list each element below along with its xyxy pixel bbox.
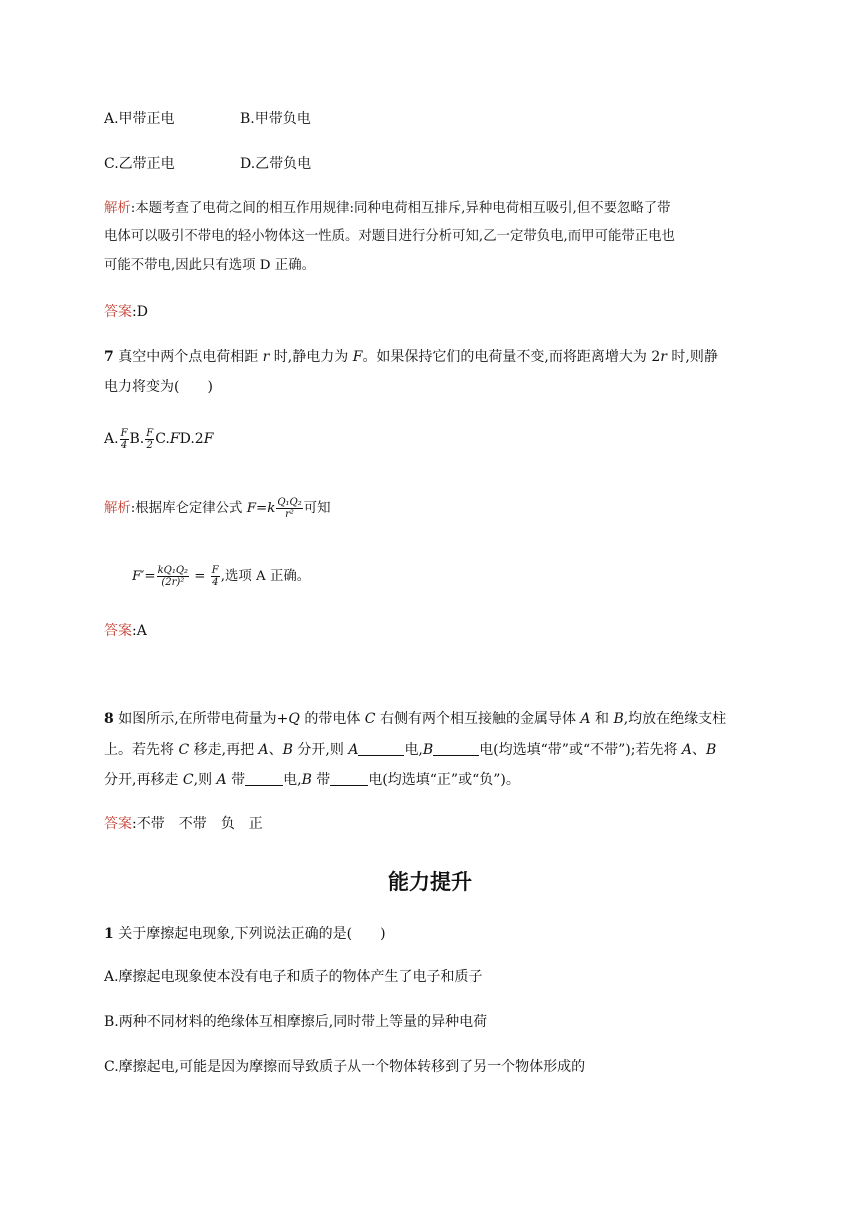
q6-analysis-line1 <box>104 199 671 219</box>
answer-label: 答案 <box>104 816 132 832</box>
var-Q: Q <box>288 711 300 727</box>
analysis-text: :本题考查了电荷之间的相互作用规律:同种电荷相互排斥,异种电荷相互吸引,但不要忽略了带 <box>130 201 671 216</box>
answer-label: 答案 <box>104 304 132 320</box>
formula-fraction <box>276 497 302 520</box>
option-value: F <box>203 431 214 447</box>
q6-answer <box>104 302 148 322</box>
analysis-text: :根据库仑定律公式 <box>130 501 247 516</box>
var-F: F <box>352 349 363 365</box>
var-B: B <box>301 772 312 788</box>
stem-text: 电(均选填“正”或“负”)。 <box>368 772 520 788</box>
q6-options-row1 <box>104 109 311 129</box>
stem-text: 带 <box>311 772 331 788</box>
section-heading: 能力提升 <box>388 870 472 894</box>
q6-option-a[interactable]: A.甲带正电 <box>104 111 175 127</box>
equals-sign: = <box>190 569 210 584</box>
var-r: r <box>262 349 270 365</box>
question-number: 7 <box>104 349 114 365</box>
numerator: kQ₁Q₂ <box>157 565 189 576</box>
q7-options <box>104 426 213 452</box>
option-prefix: A. <box>104 431 119 447</box>
numerator: F <box>120 427 128 439</box>
q7-option-d[interactable] <box>180 431 214 447</box>
var-A: A <box>216 772 227 788</box>
question-number: 1 <box>104 926 114 942</box>
option-prefix: C. <box>155 431 170 447</box>
var-B: B <box>282 742 293 758</box>
p1-option-c[interactable]: C.摩擦起电,可能是因为摩擦而导致质子从一个物体转移到了另一个物体形成的 <box>104 1059 586 1075</box>
stem-text: 真空中两个点电荷相距 <box>113 349 263 365</box>
stem-text: 分开,再移走 <box>104 772 183 788</box>
stem-text: 带 <box>226 772 246 788</box>
stem-text: 和 <box>590 711 614 727</box>
answer-value: :A <box>132 623 147 639</box>
q6-analysis-line2: 电体可以吸引不带电的轻小物体这一性质。对题目进行分析可知,乙一定带负电,而甲可能带正电也 <box>104 229 675 244</box>
q8-stem-line3 <box>104 770 520 790</box>
stem-text: 电, <box>283 772 302 788</box>
option-value: F <box>169 431 180 447</box>
var-A: A <box>348 742 359 758</box>
stem-text: 电(均选填“带”或“不带”);若先将 <box>479 742 682 758</box>
p1-option-a[interactable]: A.摩擦起电现象使本没有电子和质子的物体产生了电子和质子 <box>104 969 483 985</box>
stem-text: 、 <box>268 742 283 758</box>
q6-option-c[interactable]: C.乙带正电 <box>104 156 175 172</box>
analysis-label: 解析 <box>104 201 131 216</box>
var-C: C <box>178 742 190 758</box>
option-prefix: D.2 <box>179 431 204 447</box>
stem-text: ,均放在绝缘支柱 <box>623 711 727 727</box>
q6-options-row2 <box>104 154 311 174</box>
var-C: C <box>182 772 194 788</box>
stem-text: 关于摩擦起电现象,下列说法正确的是( ) <box>113 926 386 942</box>
q7-option-a[interactable] <box>104 427 130 451</box>
q8-stem-line2 <box>104 740 716 760</box>
var-B: B <box>422 742 434 758</box>
analysis-label: 解析 <box>104 501 131 516</box>
fill-blank[interactable] <box>433 741 479 756</box>
option-prefix: B. <box>129 431 145 447</box>
stem-text: 上。若先将 <box>104 742 179 758</box>
question-number: 8 <box>104 711 114 727</box>
q8-stem-line1 <box>104 709 726 729</box>
var-r: r <box>660 349 667 365</box>
fill-blank[interactable] <box>245 771 283 786</box>
q6-option-b[interactable]: B.甲带负电 <box>240 111 311 127</box>
stem-text: 移走,再把 <box>189 742 259 758</box>
stem-text: 分开,则 <box>292 742 349 758</box>
stem-text: 时,静电力为 <box>269 349 353 365</box>
answer-value: :不带 不带 负 正 <box>132 816 263 832</box>
var-A: A <box>681 742 693 758</box>
q6-analysis-line3: 可能不带电,因此只有选项 D 正确。 <box>104 258 315 273</box>
stem-text: ,则 <box>193 772 217 788</box>
stem-text: 电, <box>404 742 423 758</box>
p1-stem <box>104 924 386 944</box>
q7-analysis-line1 <box>104 496 331 522</box>
formula-fraction <box>211 565 220 588</box>
var-B: B <box>613 711 624 727</box>
answer-value: :D <box>132 304 148 320</box>
q7-stem-line2: 电力将变为( ) <box>104 379 213 395</box>
numerator: F <box>146 427 154 439</box>
var-A: A <box>258 742 269 758</box>
analysis-text: ,选项 A 正确。 <box>220 569 311 584</box>
fill-blank[interactable] <box>358 741 404 756</box>
p1-option-b[interactable]: B.两种不同材料的绝缘体互相摩擦后,同时带上等量的异种电荷 <box>104 1014 488 1030</box>
stem-text: 如图所示,在所带电荷量为+ <box>113 711 289 727</box>
var-C: C <box>364 711 376 727</box>
denominator: (2r)² <box>161 577 185 588</box>
q7-option-b[interactable] <box>129 427 156 451</box>
q7-analysis-line2 <box>132 563 310 591</box>
stem-text: 、 <box>692 742 707 758</box>
denominator: r² <box>285 509 294 520</box>
formula-lhs: F=k <box>246 501 276 516</box>
q7-stem-line1 <box>104 347 718 367</box>
stem-text: 右侧有两个相互接触的金属导体 <box>375 711 581 727</box>
var-A: A <box>580 711 591 727</box>
denominator: 4 <box>120 439 128 451</box>
q6-option-d[interactable]: D.乙带负电 <box>240 156 312 172</box>
fraction <box>145 428 154 451</box>
stem-text: 。如果保持它们的电荷量不变,而将距离增大为 2 <box>362 349 661 365</box>
denominator: 4 <box>212 577 219 588</box>
stem-text: 时,则静 <box>666 349 718 365</box>
answer-label: 答案 <box>104 623 132 639</box>
formula-fraction <box>157 565 189 588</box>
fraction <box>120 428 129 451</box>
numerator: F <box>211 565 219 576</box>
var-B: B <box>706 742 717 758</box>
fill-blank[interactable] <box>330 771 368 786</box>
formula-lhs: F′= <box>132 569 156 584</box>
q7-answer <box>104 621 147 641</box>
denominator: 2 <box>146 439 153 451</box>
stem-text: 的带电体 <box>299 711 365 727</box>
analysis-text: 可知 <box>303 501 331 516</box>
q7-option-c[interactable] <box>155 431 179 447</box>
q8-answer <box>104 814 263 834</box>
numerator: Q₁Q₂ <box>277 497 302 508</box>
